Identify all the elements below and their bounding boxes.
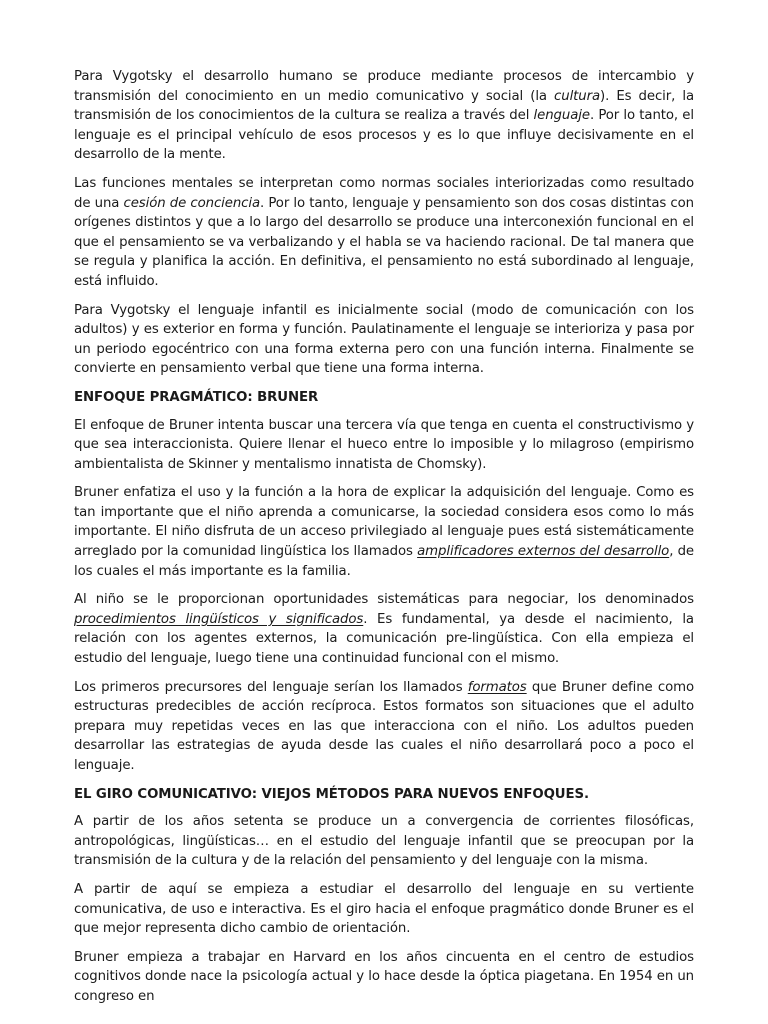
term-formatos: formatos xyxy=(467,679,527,695)
paragraph-negotiation xyxy=(74,590,694,668)
text: Los primeros precursores del lenguaje serían los llamados xyxy=(74,679,468,695)
paragraph-mental-functions xyxy=(74,174,694,292)
heading-giro-comunicativo: EL GIRO COMUNICATIVO: VIEJOS MÉTODOS PARA NUEVOS ENFOQUES. xyxy=(74,786,589,802)
paragraph-infant-language: Para Vygotsky el lenguaje infantil es inicialmente social (modo de comunicación con los adultos) y es exterior en forma y función. Paulatinamente el lenguaje se interioriza y pasa por un periodo egocéntrico con una forma externa pero con una función interna. Finalmente se convierte en pensamiento verbal que tiene una forma interna. xyxy=(74,302,694,377)
term-amplificadores: amplificadores externos del desarrollo xyxy=(417,544,670,560)
text: Al niño se le proporcionan oportunidades sistemáticas para negociar, los denominados xyxy=(74,592,694,608)
paragraph-bruner-use-function xyxy=(74,483,694,581)
paragraph-seventies-convergence: A partir de los años setenta se produce un a convergencia de corrientes filosóficas, antropológicas, lingüísticas… en el estudio del lenguaje infantil que se preocupan por la transmisión de la cultura y de la relación del pensamiento y del lenguaje con la misma. xyxy=(74,814,694,869)
text: Para Vygotsky el desarrollo humano se produce mediante procesos de intercambio y transmisión del conocimiento en un medio comunicativo y social (la xyxy=(74,69,694,104)
term-lenguaje: lenguaje xyxy=(533,108,590,124)
paragraph-bruner-approach: El enfoque de Bruner intenta buscar una tercera vía que tenga en cuenta el constructivismo y que sea interaccionista. Quiere llenar el hueco entre lo imposible y lo milagroso (empirismo ambientalista de Skinner y mentalismo innatista de Chomsky). xyxy=(74,417,694,472)
paragraph-bruner-harvard: Bruner empieza a trabajar en Harvard en los años cincuenta en el centro de estudios cognitivos donde nace la psicología actual y lo hace desde la óptica piagetana. En 1954 en un congreso en xyxy=(74,949,694,1004)
heading-enfoque-pragmatico: ENFOQUE PRAGMÁTICO: BRUNER xyxy=(74,389,319,405)
paragraph-formatos xyxy=(74,678,694,776)
term-cesion-de-conciencia: cesión de conciencia xyxy=(123,195,261,211)
text: Las funciones mentales se interpretan como normas sociales interiorizadas como resultado de una xyxy=(74,175,694,211)
document-page xyxy=(74,67,694,1016)
term-procedimientos: procedimientos lingüísticos y significados xyxy=(74,611,364,627)
text: . Por lo tanto, el lenguaje es el principal vehículo de esos procesos y es lo que influye decisivamente en el desarrollo de la mente. xyxy=(74,108,694,163)
paragraph-communicative-study: A partir de aquí se empieza a estudiar el desarrollo del lenguaje en su vertiente comunicativa, de uso e interactiva. Es el giro hacia el enfoque pragmático donde Bruner es el que mejor representa dicho cambio de orientación. xyxy=(74,881,694,937)
text: Bruner enfatiza el uso y la función a la hora de explicar la adquisición del lenguaje. Como es tan importante que el niño aprenda a comunicarse, la sociedad considera esos como lo más importante. El niño disfruta de un acceso privilegiado al lenguaje pues está sistemáticamente arreglado por la comunidad lingüística los llamados xyxy=(74,485,694,560)
text: . Es fundamental, ya desde el nacimiento, la relación con los agentes externos, la comunicación pre-lingüística. Con ella empieza el estudio del lenguaje, luego tiene una continuidad funcional con el mismo. xyxy=(74,611,694,667)
term-cultura: cultura xyxy=(554,88,601,104)
text: ). Es decir, la transmisión de los conocimientos de la cultura se realiza a través del xyxy=(74,88,694,124)
text: , de los cuales el más importante es la familia. xyxy=(74,544,694,579)
paragraph-vygotsky-development xyxy=(74,67,694,165)
text: . Por lo tanto, lenguaje y pensamiento son dos cosas distintas con orígenes distintos y que a lo largo del desarrollo se produce una interconexión funcional en el que el pensamiento se va verbalizando y el habla se va haciendo racional. De tal manera que se regula y planifica la acción. En definitiva, el pensamiento no está subordinado al lenguaje, está influido. xyxy=(74,195,695,289)
text: que Bruner define como estructuras predecibles de acción recíproca. Estos formatos son situaciones que el adulto prepara muy repetidas veces en las que interacciona con el niño. Los adultos pueden desarrollar las estrategias de ayuda desde las cuales el niño desarrollará poco a poco el lenguaje. xyxy=(74,679,694,773)
